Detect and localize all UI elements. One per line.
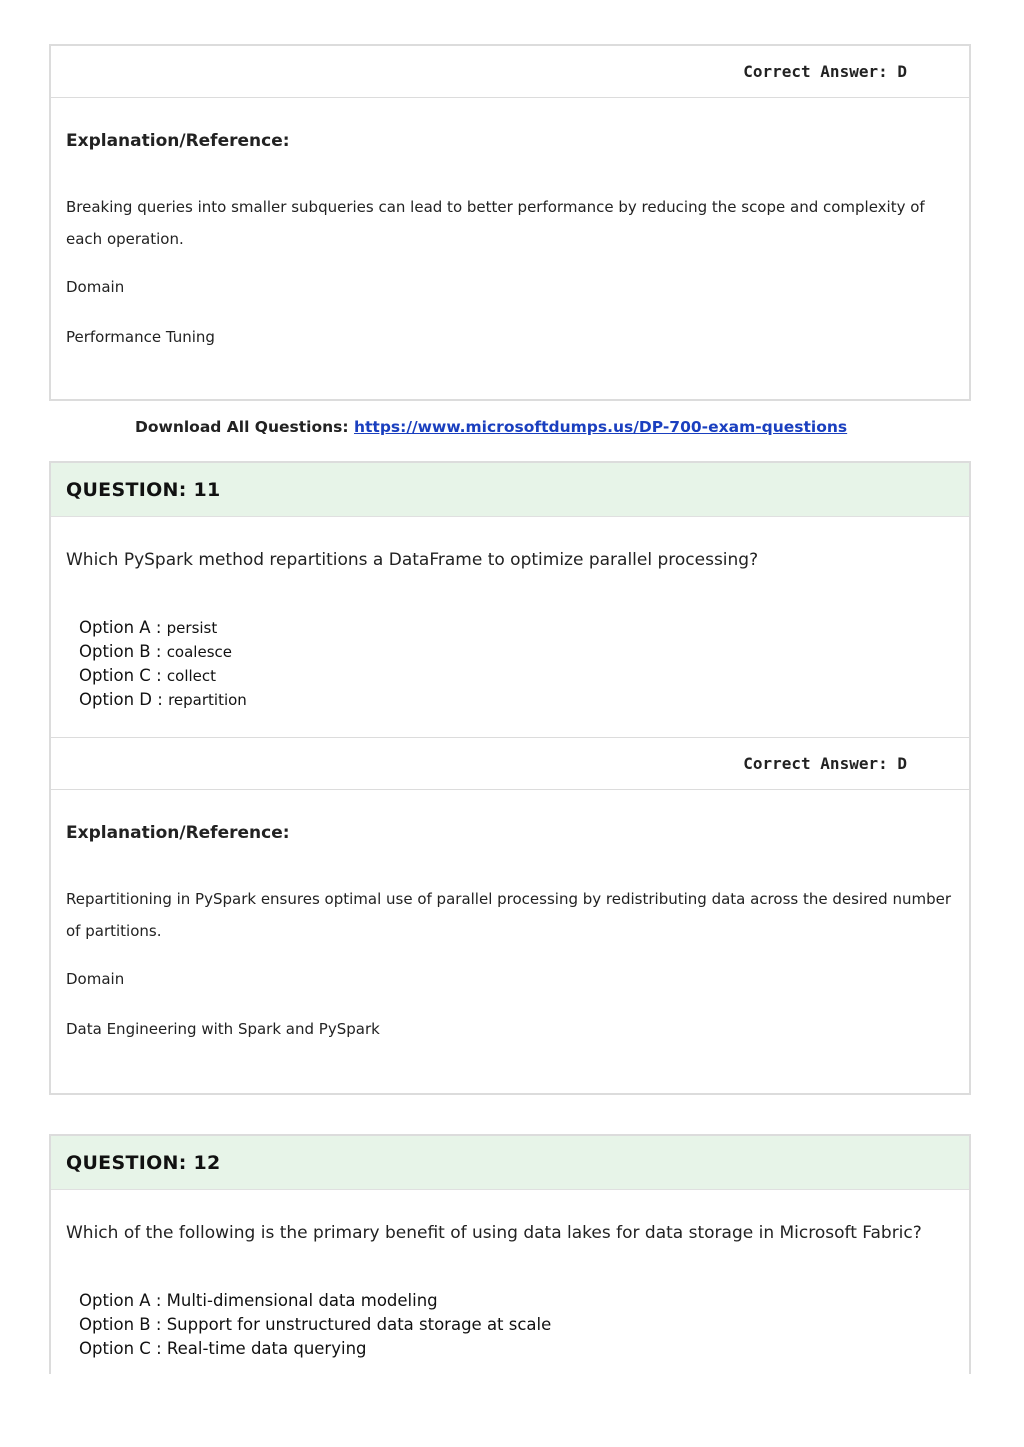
question-text: Which of the following is the primary benefit of using data lakes for data storage in Microsoft Fabric? bbox=[66, 1223, 922, 1243]
explanation-line: Repartitioning in PySpark ensures optimal use of parallel processing by redistributing data across the desired number bbox=[66, 890, 951, 908]
option-label: Option B : bbox=[79, 1315, 167, 1334]
options-list bbox=[51, 616, 969, 712]
option-c bbox=[79, 1337, 969, 1361]
option-label: Option C : bbox=[79, 1339, 167, 1358]
question-heading: QUESTION: 11 bbox=[51, 463, 969, 517]
question-heading: QUESTION: 12 bbox=[51, 1136, 969, 1190]
correct-answer: Correct Answer: D bbox=[743, 62, 907, 81]
option-d bbox=[79, 688, 969, 712]
option-value: repartition bbox=[168, 691, 247, 709]
question-block-12 bbox=[49, 1134, 971, 1374]
correct-answer-row bbox=[51, 738, 969, 790]
option-label: Option A : bbox=[79, 618, 167, 637]
option-a bbox=[79, 1289, 969, 1313]
option-label: Option A : bbox=[79, 1291, 167, 1310]
option-label: Option B : bbox=[79, 642, 167, 661]
domain-value: Performance Tuning bbox=[66, 328, 215, 346]
download-line bbox=[135, 418, 847, 436]
domain-label: Domain bbox=[66, 278, 125, 296]
option-value: Multi-dimensional data modeling bbox=[166, 1291, 438, 1310]
option-value: coalesce bbox=[166, 643, 232, 661]
explanation-heading: Explanation/Reference: bbox=[66, 823, 290, 843]
domain-label: Domain bbox=[66, 970, 125, 988]
explanation-heading: Explanation/Reference: bbox=[66, 131, 290, 151]
option-value: collect bbox=[166, 667, 217, 685]
question-text: Which PySpark method repartitions a DataFrame to optimize parallel processing? bbox=[66, 550, 759, 570]
option-a bbox=[79, 616, 969, 640]
option-value: persist bbox=[166, 619, 218, 637]
correct-answer: Correct Answer: D bbox=[743, 754, 907, 773]
option-value: Support for unstructured data storage at scale bbox=[166, 1315, 552, 1334]
question-block-11 bbox=[49, 461, 971, 1095]
explanation-line: Breaking queries into smaller subqueries can lead to better performance by reducing the scope and complexity of bbox=[66, 198, 925, 216]
option-label: Option D : bbox=[79, 690, 169, 709]
option-b bbox=[79, 640, 969, 664]
domain-value: Data Engineering with Spark and PySpark bbox=[66, 1020, 380, 1038]
explanation-line: of partitions. bbox=[66, 922, 162, 940]
explanation-text bbox=[51, 883, 969, 947]
correct-answer-row bbox=[51, 46, 969, 98]
download-label: Download All Questions: bbox=[135, 418, 354, 436]
option-value: Real-time data querying bbox=[166, 1339, 367, 1358]
option-label: Option C : bbox=[79, 666, 167, 685]
download-link[interactable]: https://www.microsoftdumps.us/DP-700-exam-questions bbox=[353, 418, 848, 436]
explanation-text bbox=[51, 191, 969, 255]
explanation-line: each operation. bbox=[66, 230, 184, 248]
option-b bbox=[79, 1313, 969, 1337]
answer-block-10 bbox=[49, 44, 971, 401]
options-list bbox=[51, 1289, 969, 1361]
option-c bbox=[79, 664, 969, 688]
